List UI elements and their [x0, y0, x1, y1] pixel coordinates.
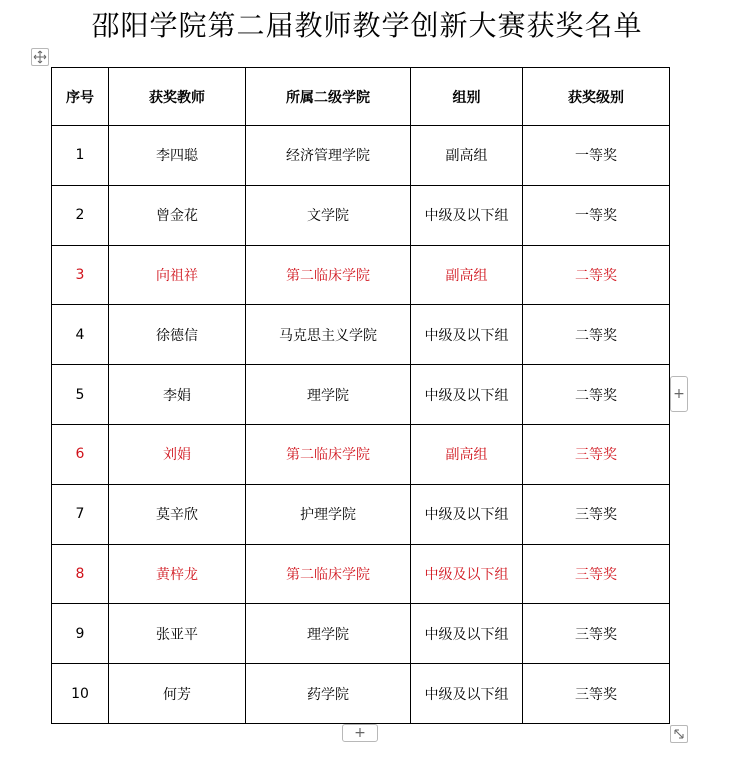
table-header-row: [52, 68, 670, 126]
table-move-handle[interactable]: [31, 48, 49, 66]
table-row: [52, 424, 670, 484]
cell-college[interactable]: 马克思主义学院: [246, 305, 411, 365]
cell-group[interactable]: 中级及以下组: [411, 365, 523, 425]
table-row: [52, 544, 670, 604]
header-group[interactable]: 组别: [411, 68, 523, 126]
cell-group[interactable]: 中级及以下组: [411, 185, 523, 245]
cell-college[interactable]: 护理学院: [246, 484, 411, 544]
cell-teacher[interactable]: 张亚平: [109, 604, 246, 664]
cell-award[interactable]: 二等奖: [523, 305, 670, 365]
cell-group[interactable]: 中级及以下组: [411, 305, 523, 365]
cell-no[interactable]: 8: [52, 544, 109, 604]
cell-group[interactable]: 副高组: [411, 245, 523, 305]
cell-group[interactable]: 中级及以下组: [411, 664, 523, 724]
cell-no[interactable]: 5: [52, 365, 109, 425]
cell-no[interactable]: 7: [52, 484, 109, 544]
cell-college[interactable]: 经济管理学院: [246, 126, 411, 186]
cell-teacher[interactable]: 刘娟: [109, 424, 246, 484]
cell-group[interactable]: 中级及以下组: [411, 484, 523, 544]
cell-teacher[interactable]: 曾金花: [109, 185, 246, 245]
table-row: [52, 604, 670, 664]
cell-college[interactable]: 文学院: [246, 185, 411, 245]
header-no[interactable]: 序号: [52, 68, 109, 126]
cell-award[interactable]: 一等奖: [523, 185, 670, 245]
cell-teacher[interactable]: 向祖祥: [109, 245, 246, 305]
add-column-button[interactable]: +: [670, 376, 688, 412]
cell-award[interactable]: 二等奖: [523, 245, 670, 305]
cell-award[interactable]: 二等奖: [523, 365, 670, 425]
cell-teacher[interactable]: 何芳: [109, 664, 246, 724]
table-row: [52, 484, 670, 544]
resize-icon: [673, 728, 685, 740]
cell-award[interactable]: 三等奖: [523, 604, 670, 664]
cell-award[interactable]: 三等奖: [523, 544, 670, 604]
header-college[interactable]: 所属二级学院: [246, 68, 411, 126]
table-row: [52, 365, 670, 425]
header-teacher[interactable]: 获奖教师: [109, 68, 246, 126]
table-resize-handle[interactable]: [670, 725, 688, 743]
cell-teacher[interactable]: 黄梓龙: [109, 544, 246, 604]
header-award[interactable]: 获奖级别: [523, 68, 670, 126]
cell-college[interactable]: 第二临床学院: [246, 245, 411, 305]
cell-group[interactable]: 副高组: [411, 126, 523, 186]
cell-no[interactable]: 3: [52, 245, 109, 305]
cell-no[interactable]: 4: [52, 305, 109, 365]
table-row: [52, 664, 670, 724]
cell-no[interactable]: 2: [52, 185, 109, 245]
table-row: [52, 185, 670, 245]
cell-college[interactable]: 理学院: [246, 365, 411, 425]
cell-teacher[interactable]: 李娟: [109, 365, 246, 425]
move-icon: [33, 50, 47, 64]
add-row-button[interactable]: +: [342, 724, 378, 742]
cell-award[interactable]: 一等奖: [523, 126, 670, 186]
cell-award[interactable]: 三等奖: [523, 424, 670, 484]
table-row: [52, 245, 670, 305]
cell-no[interactable]: 10: [52, 664, 109, 724]
cell-college[interactable]: 第二临床学院: [246, 424, 411, 484]
table-row: [52, 305, 670, 365]
cell-group[interactable]: 中级及以下组: [411, 544, 523, 604]
table-row: [52, 126, 670, 186]
cell-college[interactable]: 第二临床学院: [246, 544, 411, 604]
cell-award[interactable]: 三等奖: [523, 484, 670, 544]
cell-college[interactable]: 药学院: [246, 664, 411, 724]
cell-group[interactable]: 中级及以下组: [411, 604, 523, 664]
cell-college[interactable]: 理学院: [246, 604, 411, 664]
cell-teacher[interactable]: 莫辛欣: [109, 484, 246, 544]
awards-table: [51, 67, 670, 724]
cell-teacher[interactable]: 徐德信: [109, 305, 246, 365]
document-title: 邵阳学院第二届教师教学创新大赛获奖名单: [91, 9, 643, 42]
cell-group[interactable]: 副高组: [411, 424, 523, 484]
cell-no[interactable]: 1: [52, 126, 109, 186]
cell-no[interactable]: 9: [52, 604, 109, 664]
cell-no[interactable]: 6: [52, 424, 109, 484]
cell-award[interactable]: 三等奖: [523, 664, 670, 724]
cell-teacher[interactable]: 李四聪: [109, 126, 246, 186]
